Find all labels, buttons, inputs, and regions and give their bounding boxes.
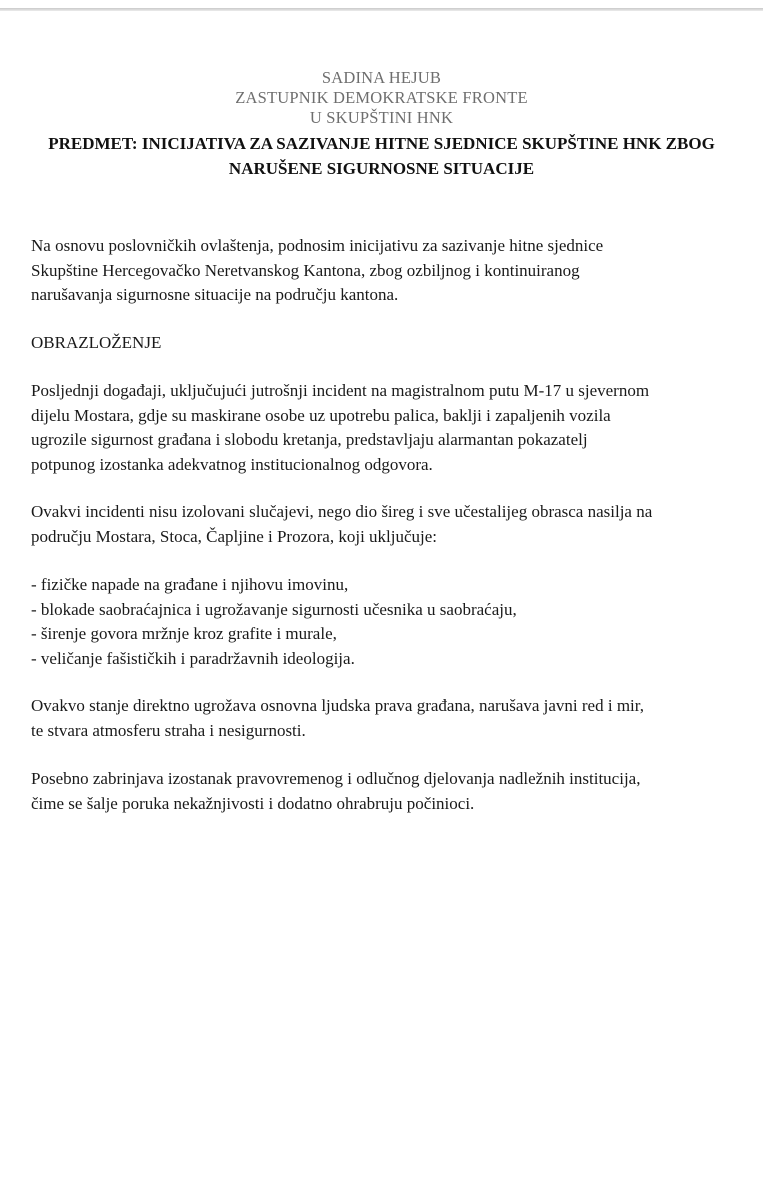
list-item: - blokade saobraćajnica i ugrožavanje sigurnosti učesnika u saobraćaju, — [31, 599, 517, 619]
list-item: - veličanje fašističkih i paradržavnih ideologija. — [31, 648, 355, 668]
sender-name: SADINA HEJUB — [321, 68, 442, 87]
text-line: Skupštine Hercegovačko Neretvanskog Kantona, zbog ozbiljnog i kontinuiranog — [31, 260, 580, 280]
sender-institution: U SKUPŠTINI HNK — [309, 108, 454, 127]
events-paragraph — [31, 379, 731, 477]
section-heading — [31, 331, 731, 356]
text-line: Posljednji događaji, uključujući jutrošnji incident na magistralnom putu M-17 u sjevernom — [31, 381, 650, 400]
concern-paragraph — [31, 767, 731, 816]
incident-list — [31, 573, 731, 671]
sender-title: ZASTUPNIK DEMOKRATSKE FRONTE — [235, 88, 528, 107]
state-paragraph — [31, 694, 731, 743]
subject-line: PREDMET: INICIJATIVA ZA SAZIVANJE HITNE SJEDNICE SKUPŠTINE HNK ZBOG — [48, 134, 715, 153]
text-line: ugrozile sigurnost građana i slobodu kretanja, predstavljaju alarmantan pokazatelj — [31, 430, 588, 449]
text-line: čime se šalje poruka nekažnjivosti i dodatno ohrabruju počinioci. — [31, 793, 475, 813]
text-line: području Mostara, Stoca, Čapljine i Prozora, koji uključuje: — [31, 526, 438, 546]
text-line: te stvara atmosferu straha i nesigurnosti. — [31, 720, 306, 740]
text-line: Posebno zabrinjava izostanak pravovremenog i odlučnog djelovanja nadležnih institucija, — [31, 769, 641, 788]
text-line: potpunog izostanka adekvatnog institucionalnog odgovora. — [31, 454, 433, 474]
text-line: Na osnovu poslovničkih ovlaštenja, podnosim inicijativu za sazivanje hitne sjednice — [31, 236, 604, 255]
subject-line: NARUŠENE SIGURNOSNE SITUACIJE — [228, 159, 535, 178]
top-divider — [0, 8, 763, 11]
section-title: OBRAZLOŽENJE — [31, 333, 162, 352]
text-line: Ovakvo stanje direktno ugrožava osnovna ljudska prava građana, narušava javni red i mir, — [31, 696, 645, 715]
text-line: Ovakvi incidenti nisu izolovani slučajevi, nego dio šireg i sve učestalijeg obrasca nasilja na — [31, 502, 653, 521]
list-item: - fizičke napade na građane i njihovu imovinu, — [31, 575, 349, 594]
text-line: narušavanja sigurnosne situacije na području kantona. — [31, 285, 399, 304]
subject-heading — [40, 131, 723, 181]
list-item: - širenje govora mržnje kroz grafite i murale, — [31, 624, 337, 643]
intro-paragraph — [31, 234, 731, 308]
incidents-paragraph — [31, 500, 731, 549]
text-line: dijelu Mostara, gdje su maskirane osobe uz upotrebu palica, baklji i zapaljenih vozila — [31, 405, 611, 425]
letterhead — [0, 68, 763, 128]
